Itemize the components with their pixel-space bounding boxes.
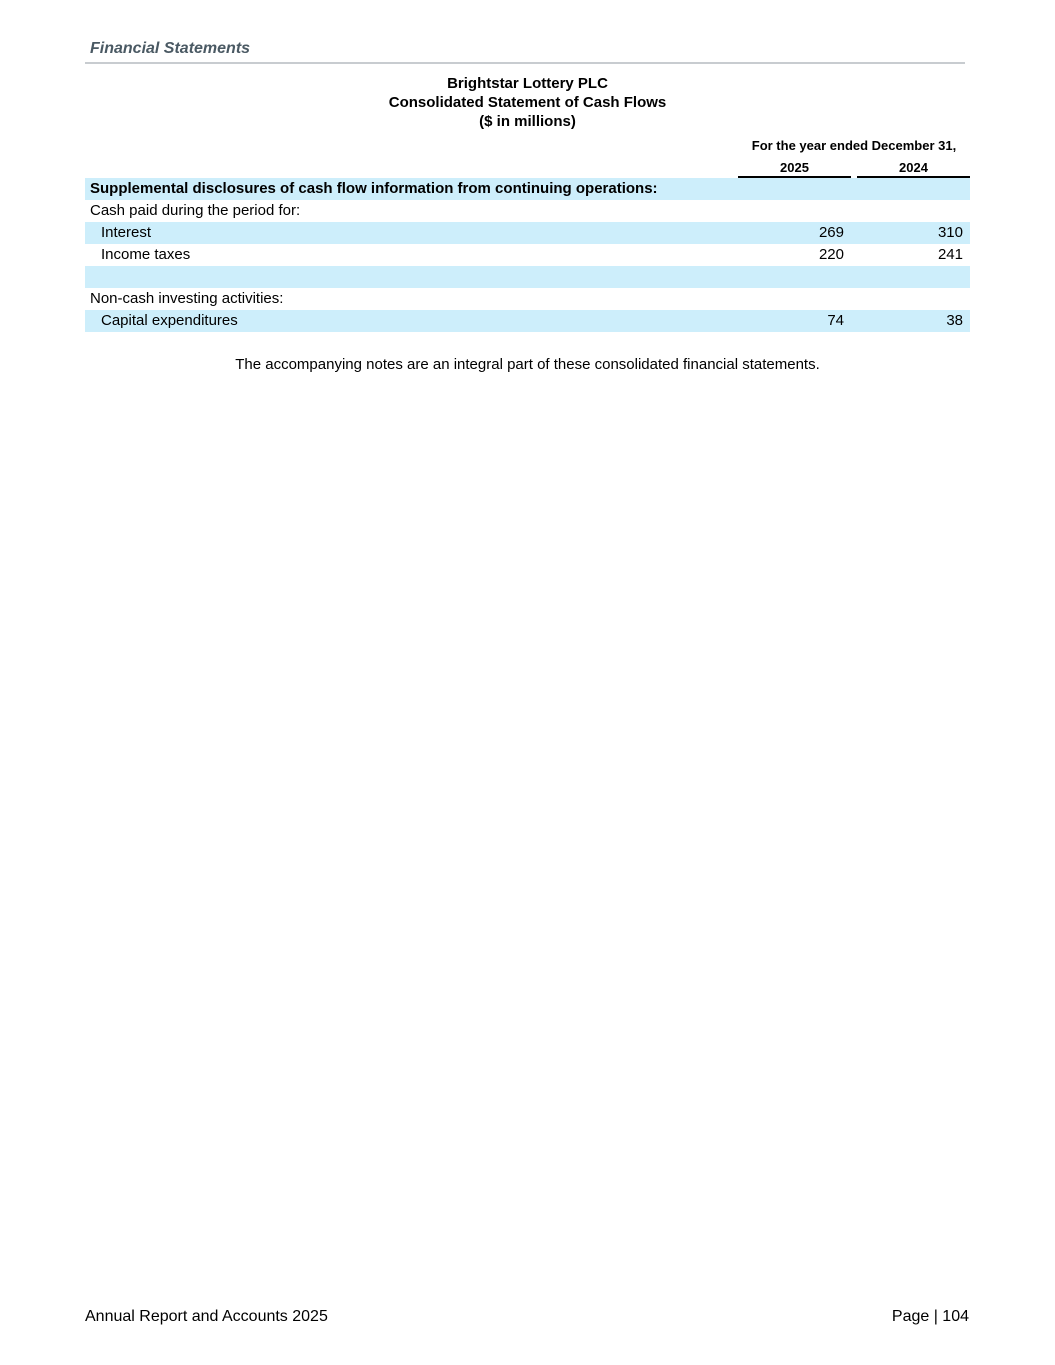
accompanying-note: The accompanying notes are an integral part of these consolidated financial statements. <box>235 356 820 373</box>
value-2024: 241 <box>937 246 963 263</box>
table-row-capex <box>85 310 970 332</box>
year-2024-header: 2024 <box>899 160 928 175</box>
table-row-non-cash <box>85 288 970 310</box>
statement-title: Consolidated Statement of Cash Flows <box>388 94 667 111</box>
table-row-income-taxes <box>85 244 970 266</box>
row-label: Interest <box>101 224 152 241</box>
value-2025: 269 <box>818 224 844 241</box>
table-row-interest <box>85 222 970 244</box>
value-2025: 220 <box>818 246 844 263</box>
value-2024: 38 <box>946 312 963 329</box>
header-rule <box>85 62 965 64</box>
year-2025-header: 2025 <box>780 160 809 175</box>
table-row-cash-paid <box>85 200 970 222</box>
row-label: Non-cash investing activities: <box>90 290 284 307</box>
value-2024: 310 <box>937 224 963 241</box>
section-label: Financial Statements <box>90 40 251 57</box>
table-row-supplemental <box>85 178 970 200</box>
row-label: Supplemental disclosures of cash flow information from continuing operations: <box>90 180 658 197</box>
row-label: Income taxes <box>101 246 191 263</box>
footer-page-number: Page | 104 <box>891 1308 969 1325</box>
value-2025: 74 <box>827 312 844 329</box>
row-label: Cash paid during the period for: <box>90 202 301 219</box>
units-title: ($ in millions) <box>479 113 576 130</box>
table-row-spacer <box>85 266 970 288</box>
footer-report-title: Annual Report and Accounts 2025 <box>85 1308 328 1325</box>
period-header: For the year ended December 31, <box>751 138 957 153</box>
row-label: Capital expenditures <box>101 312 238 329</box>
company-title: Brightstar Lottery PLC <box>447 75 608 92</box>
